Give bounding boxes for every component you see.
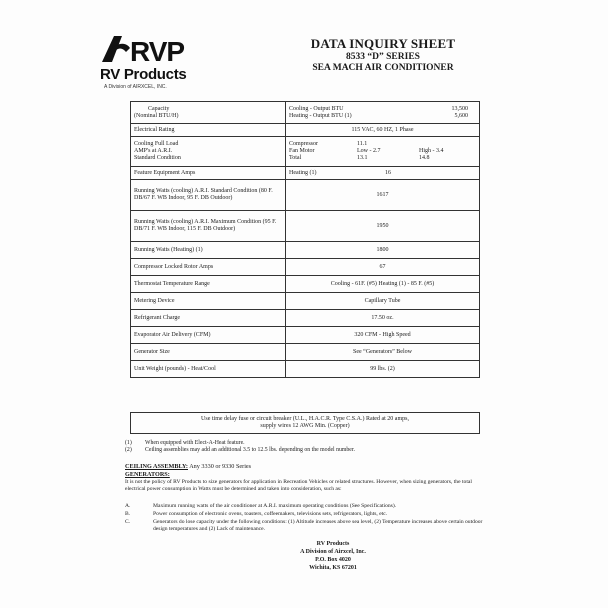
feature-label: Feature Equipment Amps [131, 167, 286, 180]
table-row [131, 124, 480, 137]
table-row [131, 327, 480, 344]
generators-intro: It is not the policy of RV Products to size generators for application in Recreation Vehicles or related structures. However, when sizing generators, the total electrical power consumption in Watts must be determined and taken into consideration, such as: [125, 479, 472, 492]
generator-item: B. Power consumption of electronic ovens, toasters, coffeemakers, televisions sets, refrigerators, lights, etc. [125, 511, 388, 517]
running-heat-label: Running Watts (Heating) (1) [131, 242, 286, 259]
running-heat-value: 1800 [286, 242, 480, 259]
weight-label: Unit Weight (pounds) - Heat/Cool [131, 361, 286, 378]
metering-value: Capillary Tube [286, 293, 480, 310]
page-title: DATA INQUIRY SHEET [310, 36, 456, 51]
feature-values: Heating (1) 16 [286, 167, 480, 180]
logo-division: A Division of AIRXCEL, INC. [104, 84, 167, 90]
table-row [131, 276, 480, 293]
running-std-label: Running Watts (cooling) A.R.I. Standard Condition (80 F. DB/67 F. WB Indoor, 95 F. DB Outdoor) [131, 180, 286, 211]
table-row [131, 361, 480, 378]
table-row [131, 259, 480, 276]
footnote: (1) When equipped with Elect-A-Heat feature. [125, 440, 245, 446]
capacity-label: Capacity (Nominal BTU/H) [131, 102, 286, 124]
electrical-value: 115 VAC, 60 HZ, 1 Phase [286, 124, 480, 137]
air-delivery-value: 320 CFM - High Speed [286, 327, 480, 344]
ceiling-assembly: CEILING ASSEMBLY: Any 3330 or 9330 Series [125, 463, 252, 470]
fla-label: Cooling Full Load AMP's at A.R.I. Standard Condition [131, 137, 286, 167]
company-address: RV Products A Division of Airxcel, Inc. P.O. Box 4020 Wichita, KS 67201 [300, 541, 366, 571]
series-title: 8533 “D” SERIES [346, 52, 420, 62]
weight-value: 99 lbs. (2) [286, 361, 480, 378]
table-row [131, 137, 480, 167]
table-row [131, 293, 480, 310]
table-row [131, 242, 480, 259]
footnotes [125, 440, 485, 454]
fla-values: Compressor 11.1 Fan Motor Low - 2.7 High - 3.4 Total 13.1 14.8 [286, 137, 480, 167]
thermostat-label: Thermostat Temperature Range [131, 276, 286, 293]
fuse-note-box [130, 412, 480, 434]
spec-table [130, 101, 480, 378]
lra-value: 67 [286, 259, 480, 276]
generator-item: A. Maximum running watts of the air conditioner at A.R.I. maximum operating conditions (See Specifications). [125, 503, 397, 509]
running-max-label: Running Watts (cooling) A.R.I. Maximum Condition (95 F. DB/71 F. WB Indoor, 115 F. DB Outdoor) [131, 211, 286, 242]
running-max-value: 1950 [286, 211, 480, 242]
table-row [131, 211, 480, 242]
logo-name: RV Products [100, 66, 187, 83]
footnote: (2) Ceiling assemblies may add an additional 3.5 to 12.5 lbs. depending on the model number. [125, 447, 355, 453]
table-row [131, 167, 480, 180]
product-title: SEA MACH AIR CONDITIONER [312, 63, 454, 73]
air-delivery-label: Evaporator Air Delivery (CFM) [131, 327, 286, 344]
metering-label: Metering Device [131, 293, 286, 310]
generators-heading: GENERATORS: [125, 471, 170, 478]
refrigerant-label: Refrigerant Charge [131, 310, 286, 327]
fuse-line-2: supply wires 12 AWG Min. (Copper) [260, 423, 350, 429]
table-row [131, 344, 480, 361]
fuse-line-1: Use time delay fuse or circuit breaker (U.L., H.A.C.R. Type C.S.A.) Rated at 20 amps, [201, 416, 409, 422]
running-std-value: 1617 [286, 180, 480, 211]
thermostat-value: Cooling - 61F. (#5) Heating (1) - 85 F. (#5) [286, 276, 480, 293]
table-row [131, 180, 480, 211]
generator-label: Generator Size [131, 344, 286, 361]
capacity-values: Cooling - Output BTU 13,500 Heating - Output BTU (1) 5,600 [286, 102, 480, 124]
generator-item: C. Generators do lose capacity under the following conditions: (1) Altitude increases above sea level, (2) Temperature increases above certain outdoor design temperatures and (2) Lack of maintenance. [125, 519, 483, 532]
logo-mark-text: RVP [130, 36, 185, 66]
rv-products-logo [96, 32, 196, 90]
table-row [131, 310, 480, 327]
refrigerant-value: 17.50 oz. [286, 310, 480, 327]
electrical-label: Electrical Rating [131, 124, 286, 137]
rvp-logo-mark [100, 32, 188, 66]
lra-label: Compressor Locked Rotor Amps [131, 259, 286, 276]
generator-value: See “Generators” Below [286, 344, 480, 361]
table-row [131, 102, 480, 124]
